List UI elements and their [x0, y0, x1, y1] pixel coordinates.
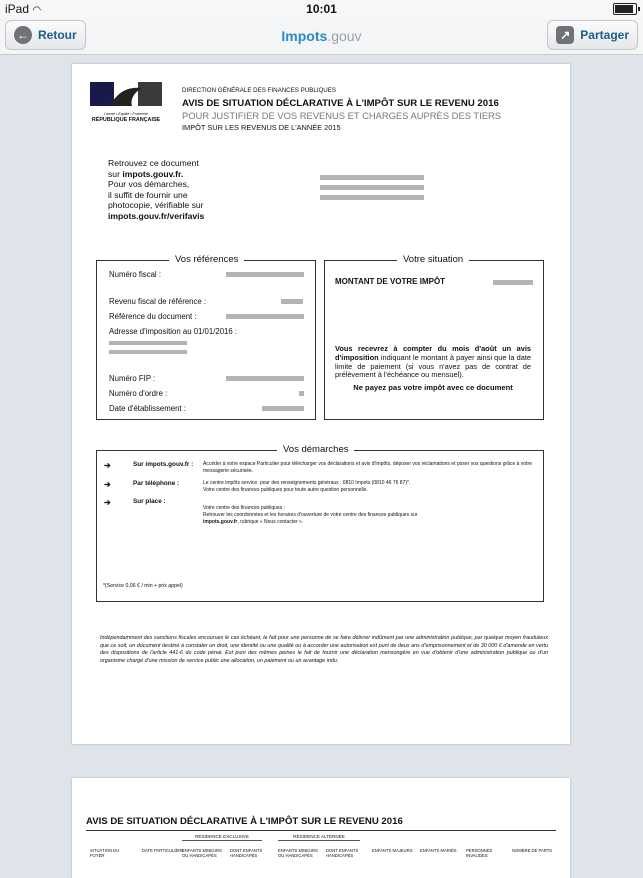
demarches-legend: Vos démarches — [277, 444, 354, 455]
table-column-header: ENFANTS MARIÉS — [420, 848, 457, 853]
marianne-logo-icon — [90, 82, 162, 106]
situation-legend: Votre situation — [397, 254, 469, 265]
back-button-label: Retour — [38, 28, 77, 42]
sur-place-label: Sur place : — [133, 498, 166, 505]
redacted-montant — [493, 280, 533, 285]
document-page-2 — [72, 778, 570, 878]
revenu-fiscal-label: Revenu fiscal de référence : — [109, 297, 207, 306]
telephone-text-1: Le centre impôts service, pour des renseignements généraux : 0810 Impots (0810 46 76 87)*. — [203, 480, 411, 486]
redacted-adresse-1 — [109, 341, 187, 345]
redacted-revenu-fiscal — [281, 299, 303, 304]
telephone-text-2: Votre centre des finances publiques pour toute autre question personnelle. — [203, 487, 368, 493]
sur-place-text-3: impots.gouv.fr, rubrique « Nous contacter ». — [203, 519, 304, 525]
table-column-header: PERSONNES INVALIDES — [466, 848, 493, 858]
header-direction: DIRECTION GÉNÉRALE DES FINANCES PUBLIQUES — [182, 87, 337, 94]
redacted-address-1 — [320, 185, 424, 190]
table-column-header: ENFANTS MINEURS OU HANDICAPÉS — [182, 848, 222, 858]
numero-fiscal-label: Numéro fiscal : — [109, 270, 161, 279]
sur-place-text-1: Votre centre des finances publiques : — [203, 505, 285, 511]
residence-alternee-line — [278, 840, 360, 841]
page-title: Impots.gouv — [281, 28, 362, 44]
residence-exclusive-line — [182, 840, 262, 841]
internet-text: Accéder à votre espace Particulier pour télécharger vos déclarations et avis d'impôts, déposer vos réclamations et poser vos questions grâce à votre messagerie sécurisée. — [203, 461, 532, 474]
residence-exclusive-label: RÉSIDENCE EXCLUSIVE — [195, 834, 249, 839]
share-button-label: Partager — [580, 28, 629, 42]
redacted-numero-ordre — [299, 391, 304, 396]
internet-label: Sur impots.gouv.fr : — [133, 461, 194, 468]
reference-document-label: Référence du document : — [109, 312, 197, 321]
share-button[interactable] — [547, 20, 638, 50]
header-year: IMPÔT SUR LES REVENUS DE L'ANNÉE 2015 — [182, 123, 341, 132]
redacted-numero-fiscal — [226, 272, 304, 277]
page2-divider — [86, 830, 556, 831]
demarches-box — [96, 444, 544, 602]
table-column-header: ENFANTS MAJEURS — [372, 848, 413, 853]
logo-name: RÉPUBLIQUE FRANÇAISE — [91, 117, 161, 123]
situation-box — [324, 254, 544, 420]
back-arrow-icon: ← — [14, 26, 32, 44]
header-subtitle: POUR JUSTIFIER DE VOS REVENUS ET CHARGES AUPRÈS DES TIERS — [182, 110, 501, 121]
numero-ordre-label: Numéro d'ordre : — [109, 389, 168, 398]
redacted-address-2 — [320, 195, 424, 200]
arrow-icon: ➔ — [104, 498, 111, 507]
redacted-adresse-2 — [109, 350, 187, 354]
navigation-bar — [0, 18, 643, 55]
table-column-header: DONT ENFANTS HANDICAPÉS — [230, 848, 263, 858]
residence-alternee-label: RÉSIDENCE ALTERNÉE — [293, 834, 345, 839]
redacted-date-etablissement — [262, 406, 304, 411]
logo-motto: Liberté • Égalité • Fraternité — [104, 112, 148, 116]
montant-impot-label: MONTANT DE VOTRE IMPÔT — [335, 277, 446, 286]
avis-information: Vous recevrez à compter du mois d'août un avis d'imposition indiquant le montant à payer ainsi que la date limite de paiement (si vous n'avez pas de contrat de prélèvement à l'échéance ou mensuel). — [335, 344, 531, 380]
wifi-icon: ◠ — [32, 5, 42, 16]
retrouvez-block: Retrouvez ce document sur impots.gouv.fr. Pour vos démarches, il suffit de fournir une photocopie, vérifiable sur impots.gouv.fr/verifavis — [108, 158, 205, 221]
references-legend: Vos références — [169, 254, 244, 265]
republique-logo — [90, 82, 162, 124]
references-box — [96, 254, 316, 420]
clock: 10:01 — [306, 2, 337, 16]
adresse-imposition-label: Adresse d'imposition au 01/01/2016 : — [109, 327, 238, 336]
ne-payez-pas-notice: Ne payez pas votre impôt avec ce document — [353, 383, 513, 392]
battery-icon — [613, 3, 637, 15]
telephone-label: Par téléphone : — [133, 480, 180, 487]
device-label: iPad ◠ — [5, 2, 42, 16]
service-footnote: *(Service 0,06 € / min + prix appel) — [103, 583, 183, 589]
arrow-icon: ➔ — [104, 480, 111, 489]
header-title: AVIS DE SITUATION DÉCLARATIVE À L'IMPÔT SUR LE REVENU 2016 — [182, 98, 499, 109]
page2-title: AVIS DE SITUATION DÉCLARATIVE À L'IMPÔT SUR LE REVENU 2016 — [86, 816, 403, 827]
share-icon: ↗ — [556, 26, 574, 44]
table-column-header: SITUATION DU FOYER — [90, 848, 120, 858]
arrow-icon: ➔ — [104, 461, 111, 470]
redacted-reference-document — [226, 314, 304, 319]
status-bar — [0, 0, 643, 18]
legal-notice: Indépendamment des sanctions fiscales encourues le cas échéant, le fait pour une personne de se faire délivrer indûment par une administration publique, par quelque moyen frauduleux que ce soit, un document destiné à constater un droit, une identité ou une qualité ou à accorder une autorisation est puni de deux ans d'emprisonnement et de 30 000 € d'amende en vertu des dispositions de l'article 441-6 du code pénal. Est puni des mêmes peines le fait de fournir une déclaration mensongère en vue d'obtenir d'une administration publique ou d'un organisme chargé d'une mission de service public une allocation, un paiement ou un avantage indu. — [100, 635, 548, 664]
table-column-header: ENFANTS MINEURS OU HANDICAPÉS — [278, 848, 318, 858]
table-column-header: DONT ENFANTS HANDICAPÉS — [326, 848, 359, 858]
sur-place-text-2: Retrouver les coordonnées et les horaires d'ouverture de votre centre des finances publiques sur — [203, 512, 418, 518]
document-page-1 — [72, 64, 570, 744]
redacted-numero-fip — [226, 376, 304, 381]
numero-fip-label: Numéro FIP : — [109, 374, 156, 383]
redacted-name — [320, 175, 424, 180]
date-etablissement-label: Date d'établissement : — [109, 404, 186, 413]
table-column-header: DATE PARTICULIÈRE — [142, 848, 185, 853]
table-column-header: NOMBRE DE PARTS — [512, 848, 553, 853]
